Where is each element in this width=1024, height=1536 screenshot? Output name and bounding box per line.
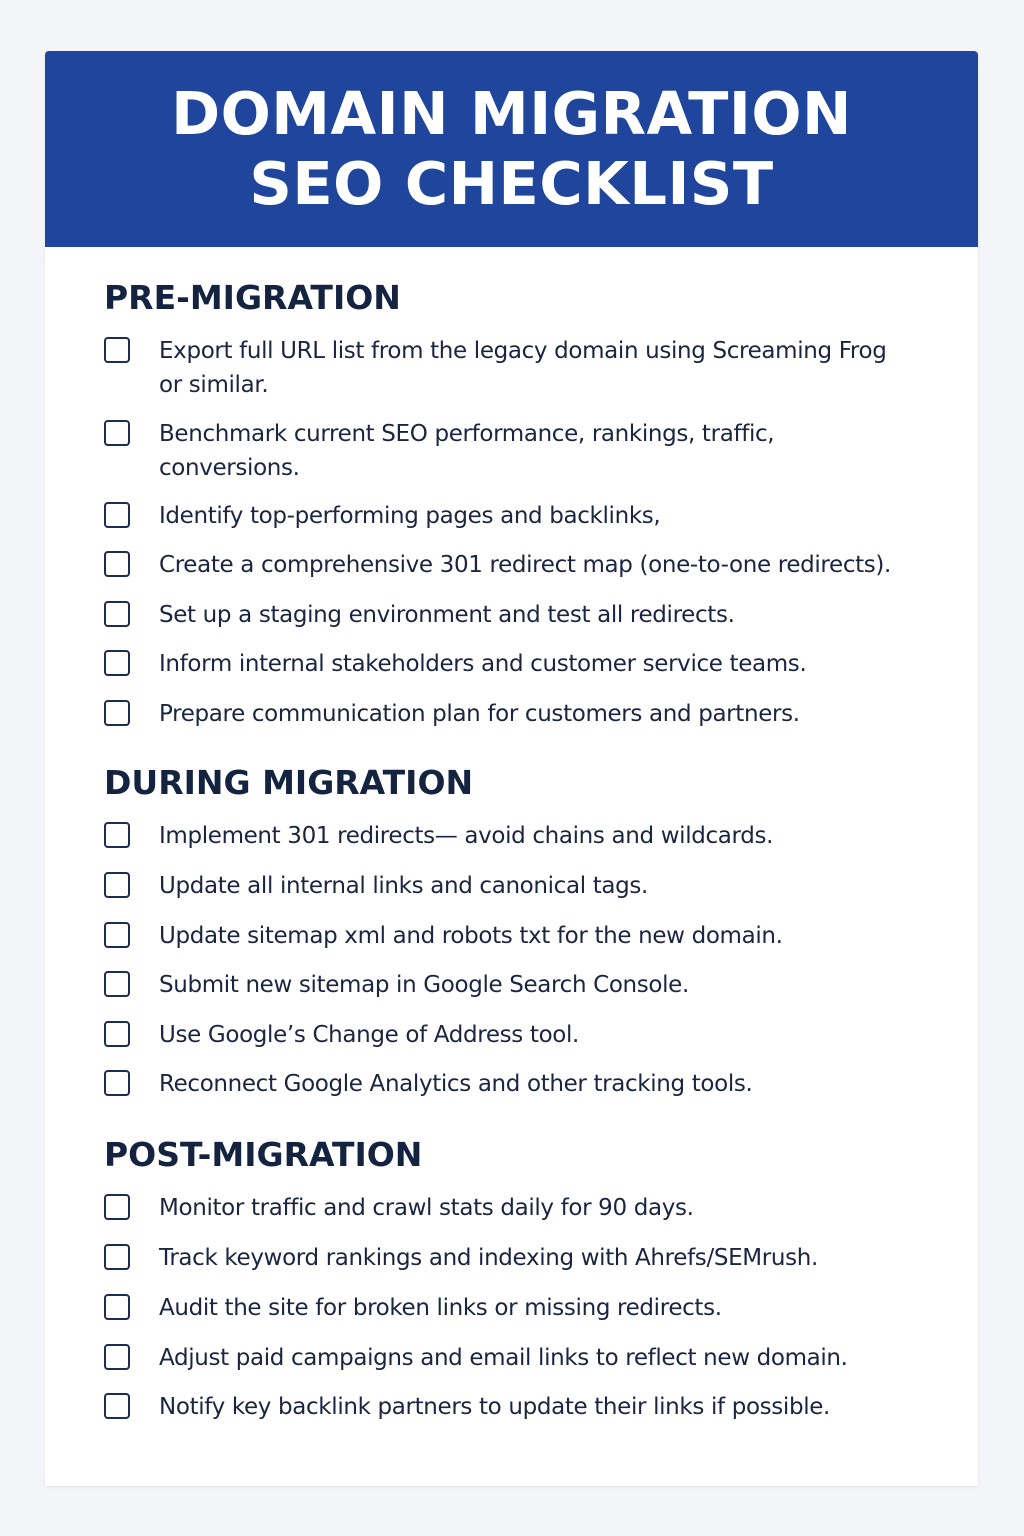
checklist-item-label: Monitor traffic and crawl stats daily for 90 days. [159,1195,694,1221]
checklist-item[interactable] [104,919,959,953]
checklist-item[interactable] [104,819,959,853]
checklist-item[interactable] [104,548,959,582]
checklist-item[interactable] [104,968,959,1002]
checklist-item-label: Identify top-performing pages and backlinks, [159,503,661,529]
checklist-item-label: Reconnect Google Analytics and other tracking tools. [159,1071,753,1097]
title-line-2: SEO CHECKLIST [249,149,774,218]
empty-checkbox-icon[interactable] [104,1393,130,1419]
checklist-item-label: Update all internal links and canonical tags. [159,873,648,899]
section-heading-during-migration: DURING MIGRATION [104,763,474,802]
empty-checkbox-icon[interactable] [104,1021,130,1047]
checklist-item-label: Notify key backlink partners to update their links if possible. [159,1394,831,1420]
section-heading-post-migration: POST-MIGRATION [104,1135,423,1174]
checklist-item[interactable] [104,1341,959,1375]
section-heading-pre-migration: PRE-MIGRATION [104,278,401,317]
empty-checkbox-icon[interactable] [104,337,130,363]
checklist-item-label: Set up a staging environment and test all redirects. [159,602,735,628]
checklist-item-label: Audit the site for broken links or missing redirects. [159,1295,722,1321]
checklist-item-label: Prepare communication plan for customers and partners. [159,701,800,727]
empty-checkbox-icon[interactable] [104,1344,130,1370]
checklist-item-label: Create a comprehensive 301 redirect map (one-to-one redirects). [159,552,891,578]
checklist-item-label: Submit new sitemap in Google Search Console. [159,972,689,998]
title-banner [45,51,978,247]
checklist-card [45,51,978,1486]
empty-checkbox-icon[interactable] [104,971,130,997]
checklist-item[interactable] [104,1067,959,1101]
checklist-item[interactable] [104,647,959,681]
checklist-item-label: Inform internal stakeholders and customer service teams. [159,651,807,677]
empty-checkbox-icon[interactable] [104,502,130,528]
checklist-item[interactable] [104,1390,959,1424]
checklist-item-label: Benchmark current SEO performance, rankings, traffic, conversions. [159,421,775,481]
empty-checkbox-icon[interactable] [104,1294,130,1320]
checklist-item-label: Use Google’s Change of Address tool. [159,1022,580,1048]
checklist-item-label: Track keyword rankings and indexing with Ahrefs/SEMrush. [159,1245,818,1271]
empty-checkbox-icon[interactable] [104,551,130,577]
checklist-item[interactable] [104,697,959,731]
checklist-item[interactable] [104,1241,959,1275]
empty-checkbox-icon[interactable] [104,822,130,848]
checklist-item[interactable] [104,598,959,632]
checklist-item[interactable] [104,1291,959,1325]
empty-checkbox-icon[interactable] [104,700,130,726]
checklist-item[interactable] [104,869,959,903]
checklist-item[interactable] [104,334,959,402]
checklist-item-label: Implement 301 redirects— avoid chains and wildcards. [159,823,774,849]
checklist-item[interactable] [104,1018,959,1052]
checklist-item[interactable] [104,1191,959,1225]
empty-checkbox-icon[interactable] [104,650,130,676]
title-line-1: DOMAIN MIGRATION [171,79,852,148]
empty-checkbox-icon[interactable] [104,1070,130,1096]
checklist-item[interactable] [104,417,959,485]
checklist-item-label: Adjust paid campaigns and email links to reflect new domain. [159,1345,848,1371]
empty-checkbox-icon[interactable] [104,420,130,446]
checklist-item-label: Export full URL list from the legacy domain using Screaming Frog or similar. [159,338,887,398]
empty-checkbox-icon[interactable] [104,601,130,627]
empty-checkbox-icon[interactable] [104,922,130,948]
empty-checkbox-icon[interactable] [104,872,130,898]
empty-checkbox-icon[interactable] [104,1244,130,1270]
empty-checkbox-icon[interactable] [104,1194,130,1220]
checklist-item[interactable] [104,499,959,533]
checklist-item-label: Update sitemap xml and robots txt for the new domain. [159,923,783,949]
